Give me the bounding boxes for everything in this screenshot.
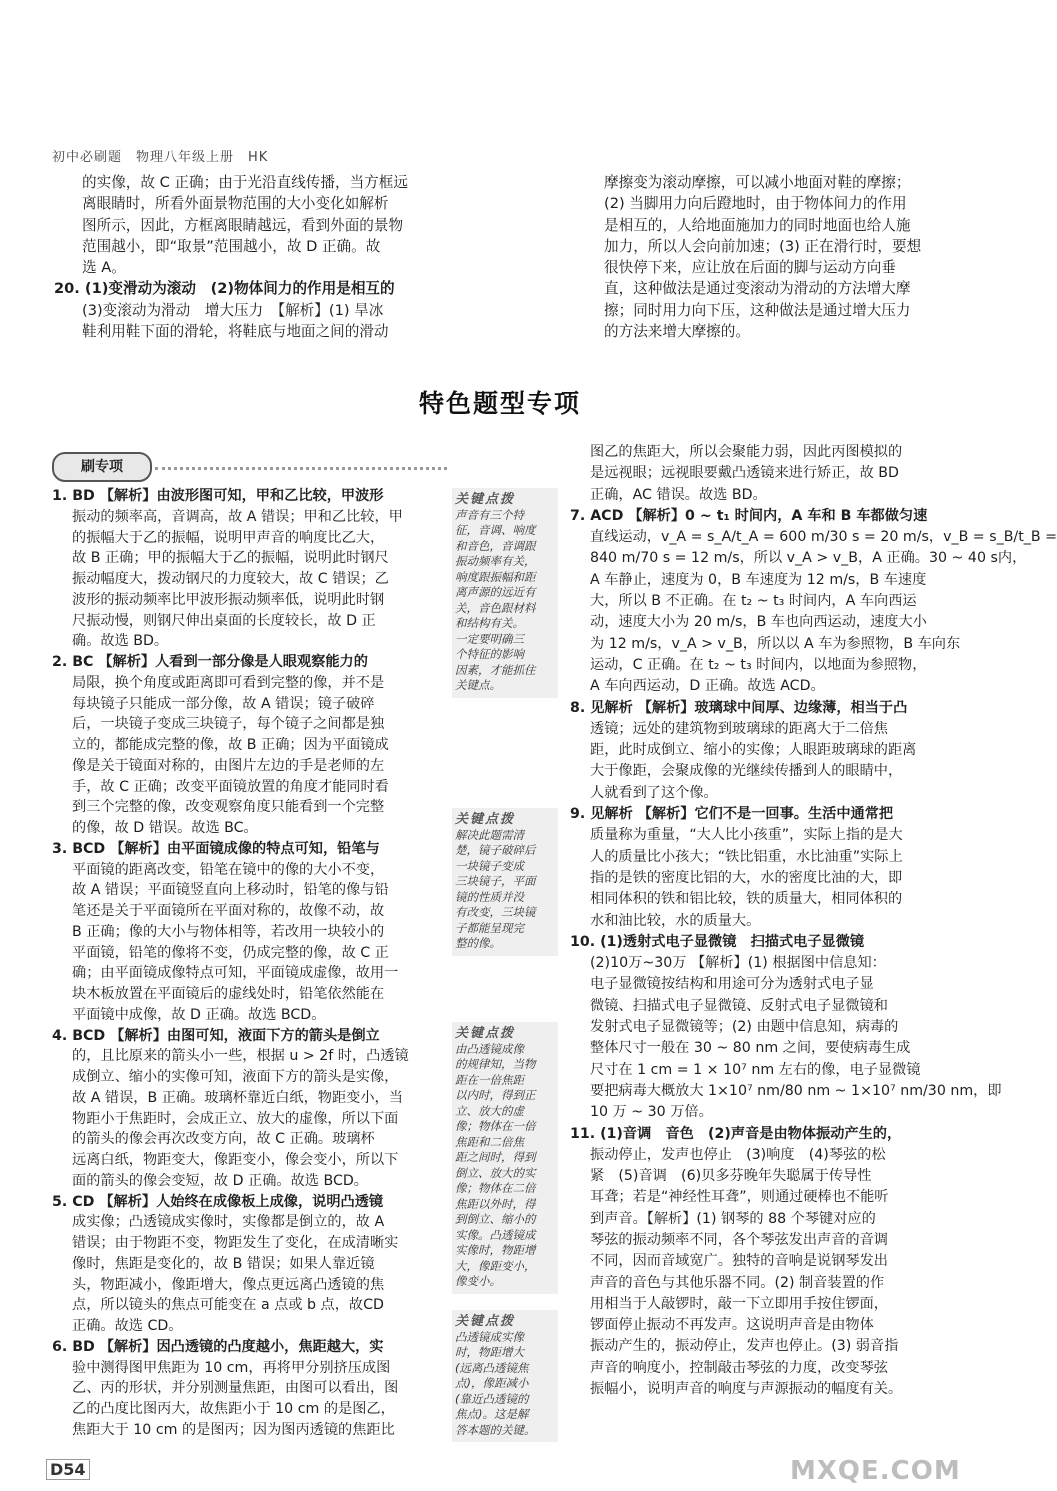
text-line: 远离白纸，物距变大，像距变小，像会变小，所以下: [72, 1152, 399, 1168]
text-line: 笔还是关于平面镜所在平面对称的，故像不动，故: [72, 903, 385, 919]
key-point-line: 因素，才能抓住: [455, 662, 536, 677]
text-line: 像是关于镜面对称的，由图片左边的手是老师的左: [72, 757, 385, 774]
text-line: 要把病毒大概放大 1×10⁷ nm/80 nm ~ 1×10⁷ nm/30 nm，即: [590, 1082, 1002, 1099]
page-header: 初中必刷题 物理八年级上册 HK: [52, 150, 269, 165]
key-point-line: 像；物体在一倍: [455, 1119, 536, 1133]
text-line: 10 万 ~ 30 万倍。: [590, 1104, 713, 1121]
text-line: 摩擦变为滚动摩擦，可以减小地面对鞋的摩擦；: [604, 174, 911, 191]
key-point-title: 关键点拨: [455, 812, 516, 827]
text-line: A 车静止，速度为 0，B 车速度为 12 m/s，B 车速度: [590, 571, 927, 588]
key-point-line: 以内时，得到正: [455, 1088, 536, 1102]
text-line: 整体尺寸一般在 30 ~ 80 nm 之间，要使病毒生成: [590, 1040, 911, 1057]
text-line: 电子显微镜按结构和用途可分为透射式电子显: [590, 976, 874, 993]
text-line: 平面镜中成像，故 D 正确。故选 BCD。: [72, 1006, 326, 1023]
key-point-title: 关键点拨: [455, 1314, 516, 1329]
key-point-line: 离声源的远近有: [455, 585, 536, 599]
key-point-line: 镜的性质并没: [455, 889, 524, 904]
text-line: 振动停止，发声也停止 (3)响度 (4)琴弦的松: [590, 1146, 886, 1163]
text-line: 水和油比较，水的质量大。: [590, 912, 761, 929]
section-tag: 刷专项: [52, 452, 152, 482]
text-line: 选 A。: [82, 259, 126, 277]
text-line: 点，所以镜头的焦点可能变在 a 点或 b 点，故CD: [72, 1297, 384, 1314]
key-point-line: 征，音调、响度: [455, 523, 536, 537]
text-line: 的像，故 D 错误。故选 BC。: [72, 820, 258, 836]
text-line: 故 B 正确；甲的振幅大于乙的振幅，说明此时钢尺: [72, 550, 389, 567]
text-line: 波形的振动频率比甲波形振动频率低，说明此时钢: [72, 591, 385, 608]
key-point-line: 子都能呈现完: [455, 920, 524, 935]
text-line: 大于像距，会聚成像的光继续传播到人的眼睛中，: [590, 763, 903, 780]
text-line: 焦距大于 10 cm 的是图丙；因为图丙透镜的焦距比: [72, 1421, 395, 1438]
text-line: 正确，AC 错误。故选 BD。: [590, 486, 767, 503]
text-line: 到声音。【解析】(1) 钢琴的 88 个琴键对应的: [590, 1210, 876, 1227]
text-line: 锣面停止振动不再发声。这说明声音是由物体: [590, 1317, 874, 1334]
key-point-line: 一定要明确三: [455, 631, 524, 646]
text-line: 振动产生的，振动停止，发声也停止。(3) 弱音指: [590, 1338, 899, 1355]
text-line: 成倒立、缩小的实像可知，液面下方的箭头是实像，: [72, 1069, 399, 1085]
text-line: 为 12 m/s，v_A > v_B，所以以 A 车为参照物，B 车向东: [590, 635, 961, 652]
text-line: 范围越小，即“取景”范围越小，故 D 正确。故: [82, 237, 381, 255]
text-line: 到三个完整的像，改变观察角度只能看到一个完整: [72, 799, 385, 816]
text-line: 5. CD 【解析】人始终在成像板上成像，说明凸透镜: [52, 1193, 384, 1210]
text-line: 平面镜的距离改变，铅笔在镜中的像的大小不变，: [72, 861, 385, 878]
text-line: 头，物距减小，像距增大，像点更远离凸透镜的焦: [72, 1276, 385, 1293]
text-line: 乙、丙的形状，并分别测量焦距，由图可以看出，图: [72, 1380, 399, 1397]
text-line: 平面镜，铅笔的像将不变，仍成完整的像，故 C 正: [72, 944, 389, 961]
text-line: 振幅小，说明声音的响度与声源振动的幅度有关。: [590, 1381, 903, 1398]
text-line: 确；由平面镜成像特点可知，平面镜成虚像，故用一: [72, 965, 399, 982]
text-line: 指的是铁的密度比铝的大，水的密度比油的大，即: [590, 869, 903, 886]
key-point-line: 倒立、放大的实: [455, 1165, 536, 1180]
answer-line: 20. (1)变滑动为滚动 (2)物体间力的作用是相互的: [54, 280, 395, 298]
key-point-line: 像变小。: [455, 1274, 501, 1288]
text-line: 很快停下来，应让放在后面的脚与运动方向垂: [604, 259, 896, 277]
text-line: 质量称为重量，“大人比小孩重”，实际上指的是大: [590, 827, 903, 844]
key-point-line: 实像时，物距增: [455, 1243, 536, 1257]
text-line: 动，速度大小为 20 m/s，B 车也向西运动，速度大小: [590, 614, 927, 631]
text-line: 验中测得图甲焦距为 10 cm，再将甲分别挤压成图: [72, 1359, 391, 1376]
key-point-line: 凸透镜成实像: [455, 1329, 524, 1344]
answer-line: (3)变滚动为滑动 增大压力 【解析】(1) 旱冰: [82, 301, 384, 319]
text-line: 手，故 C 正确；改变平面镜放置的角度才能同时看: [72, 778, 389, 795]
text-line: B 正确；像的大小与物体相等，若改用一块较小的: [72, 923, 385, 940]
text-line: 发射式电子显微镜等；(2) 由题中信息知，病毒的: [590, 1019, 899, 1036]
text-line: 物距小于焦距时，会成正立、放大的虚像，所以下面: [72, 1110, 399, 1127]
text-line: 透镜；远处的建筑物到玻璃球的距离大于二倍焦: [590, 720, 888, 737]
text-line: 块木板放置在平面镜后的虚线处时，铅笔依然能在: [72, 986, 385, 1002]
key-point-line: (靠近凸透镜的: [455, 1391, 529, 1406]
text-line: 像时，焦距是变化的，故 B 错误；如果人靠近镜: [72, 1255, 375, 1272]
text-line: 的，且比原来的箭头小一些，根据 u > 2f 时，凸透镜: [72, 1048, 409, 1065]
text-line: 正确。故选 CD。: [72, 1318, 183, 1334]
key-point-line: 焦距和二倍焦: [455, 1134, 524, 1149]
key-point-note: [452, 1310, 558, 1442]
section-title: 特色题型专项: [418, 389, 581, 418]
text-line: 琴弦的振动频率不同，各个琴弦发出声音的音调: [590, 1231, 888, 1248]
key-point-title: 关键点拨: [455, 492, 516, 507]
text-line: 图乙的焦距大，所以会聚能力弱，因此丙图模拟的: [590, 444, 903, 460]
text-line: 的方法来增大摩擦的。: [604, 323, 750, 341]
text-line: 10. (1)透射式电子显微镜 扫描式电子显微镜: [570, 933, 865, 950]
page-number: D54: [46, 1459, 90, 1480]
text-line: 直，这种做法是通过变滚动为滑动的方法增大摩: [604, 280, 911, 298]
key-point-line: 由凸透镜成像: [455, 1041, 524, 1056]
key-point-title: 关键点拨: [455, 1026, 516, 1041]
text-line: 局限，换个角度或距离即可看到完整的像，并不是: [72, 674, 385, 691]
text-line: 每块镜子只能成一部分像，故 A 错误；镜子破碎: [72, 695, 375, 712]
key-point-line: 声音有三个特: [455, 507, 524, 522]
text-line: 相同体积的铁和铝比较，铁的质量大，相同体积的: [590, 891, 903, 908]
text-line: 6. BD 【解析】因凸透镜的凸度越小，焦距越大，实: [52, 1338, 384, 1355]
key-point-line: 到倒立、缩小的: [455, 1212, 536, 1226]
text-line: 耳聋；若是“神经性耳聋”，则通过硬棒也不能听: [590, 1189, 889, 1206]
text-line: 后，一块镜子变成三块镜子，每个镜子之间都是独: [72, 716, 385, 733]
key-point-note: [452, 488, 558, 698]
text-line: 紧 (5)音调 (6)贝多芬晚年失聪属于传导性: [590, 1168, 872, 1185]
key-point-line: 答本题的关键。: [455, 1422, 536, 1437]
text-line: 9. 见解析 【解析】它们不是一回事。生活中通常把: [570, 806, 894, 823]
top-left-column: [54, 172, 442, 342]
text-line: 8. 见解析 【解析】玻璃球中间厚、边缘薄，相当于凸: [570, 699, 908, 716]
text-line: 是相互的，人给地面施加力的同时地面也给人施: [604, 216, 911, 234]
text-line: 离眼睛时，所看外面景物范围的大小变化如解析: [82, 195, 389, 213]
key-point-line: (远离凸透镜焦: [455, 1360, 529, 1375]
key-point-line: 一块镜子变成: [455, 858, 524, 873]
key-point-line: 和结构有关。: [455, 616, 524, 630]
text-line: 声音的响度小，控制敲击琴弦的力度，改变琴弦: [590, 1359, 888, 1376]
text-line: 微镜、扫描式电子显微镜、反射式电子显微镜和: [590, 997, 888, 1014]
text-line: A 车向西运动，D 正确。故选 ACD。: [590, 678, 825, 695]
key-point-line: 立、放大的虚: [455, 1103, 524, 1118]
text-line: 图所示，因此，方框离眼睛越远，看到外面的景物: [82, 216, 404, 234]
text-line: 4. BCD 【解析】由图可知，液面下方的箭头是倒立: [52, 1027, 380, 1044]
text-line: 尺振动慢，则钢尺伸出桌面的长度较长，故 D 正: [72, 612, 376, 629]
text-line: (2) 当脚用力向后蹬地时，由于物体间力的作用: [604, 195, 907, 213]
text-line: 故 A 错误，B 正确。玻璃杯靠近白纸，物距变小，当: [72, 1089, 403, 1106]
tag-divider: [155, 467, 447, 470]
key-point-line: 楚，镜子破碎后: [455, 843, 536, 857]
text-line: (2)10万~30万 【解析】(1) 根据图中信息知：: [590, 955, 886, 972]
key-point-line: 大，像距变小，: [455, 1258, 536, 1273]
answers-right-column: [570, 442, 1057, 1400]
text-line: 840 m/70 s = 12 m/s，所以 v_A > v_B，A 正确。30 ~ 40 s内，: [590, 550, 1027, 567]
key-point-line: 关，音色跟材料: [455, 600, 536, 615]
text-line: 1. BD 【解析】由波形图可知，甲和乙比较，甲波形: [52, 488, 384, 504]
text-line: 尺寸在 1 cm = 1 × 10⁷ nm 左右的像，电子显微镜: [590, 1061, 921, 1078]
text-line: 的实像，故 C 正确；由于光沿直线传播，当方框远: [82, 174, 408, 191]
text-line: 距，此时成倒立、缩小的实像；人眼距玻璃球的距离: [590, 742, 917, 759]
text-line: 鞋利用鞋下面的滑轮，将鞋底与地面之间的滑动: [82, 323, 389, 341]
key-point-line: 响度跟振幅和距: [455, 569, 536, 584]
top-right-column: [604, 172, 966, 342]
text-line: 大，所以 B 不正确。在 t₂ ~ t₃ 时间内，A 车向西运: [590, 593, 917, 610]
key-point-line: 时，物距增大: [455, 1345, 524, 1359]
key-point-line: 个特征的影响: [455, 647, 524, 661]
text-line: 的箭头的像会再次改变方向，故 C 正确。玻璃杯: [72, 1131, 375, 1148]
text-line: 成实像；凸透镜成实像时，实像都是倒立的，故 A: [72, 1214, 385, 1231]
key-point-line: 像；物体在二倍: [455, 1181, 536, 1195]
text-line: 故 A 错误；平面镜竖直向上移动时，铅笔的像与铅: [72, 882, 389, 899]
key-point-line: 振动频率有关，: [455, 554, 536, 568]
text-line: 直线运动，v_A = s_A/t_A = 600 m/30 s = 20 m/s，v_B = s_B/t_B =: [590, 529, 1057, 546]
text-line: 用相当于人敲锣时，敲一下立即用手按住锣面，: [590, 1295, 888, 1312]
text-line: 声音的音色与其他乐器不同。(2) 制音装置的作: [590, 1274, 885, 1291]
text-line: 7. ACD 【解析】0 ~ t₁ 时间内，A 车和 B 车都做匀速: [570, 507, 928, 524]
key-point-note: [452, 1022, 558, 1294]
key-point-line: 有改变，三块镜: [455, 905, 536, 919]
text-line: 的振幅大于乙的振幅，说明甲声音的响度比乙大，: [72, 529, 385, 546]
text-line: 3. BCD 【解析】由平面镜成像的特点可知，铅笔与: [52, 840, 380, 857]
text-line: 2. BC 【解析】人看到一部分像是人眼观察能力的: [52, 654, 368, 670]
key-point-note: [452, 808, 558, 956]
key-point-line: 关键点。: [455, 678, 501, 692]
text-line: 立的，都能成完整的像，故 B 正确；因为平面镜成: [72, 737, 389, 753]
watermark-logo: MXQE.COM: [790, 1456, 961, 1486]
key-point-line: 焦点)。这是解: [455, 1407, 529, 1421]
text-line: 人的质量比小孩大；“铁比铝重，水比油重”实际上: [590, 848, 903, 865]
text-line: 振动的频率高，音调高，故 A 错误；甲和乙比较，甲: [72, 508, 403, 525]
key-point-line: 距在一倍焦距: [455, 1072, 524, 1087]
text-line: 振动幅度大，拨动钢尺的力度较大，故 C 错误；乙: [72, 571, 389, 587]
key-point-line: 的规律知，当物: [455, 1057, 536, 1071]
text-line: 乙的凸度比图丙大，故焦距小于 10 cm 的是图乙，: [72, 1401, 395, 1417]
key-point-line: 距之间时，得到: [455, 1150, 536, 1164]
key-point-line: 点)，像距减小: [455, 1376, 529, 1390]
text-line: 人就看到了这个像。: [590, 784, 718, 801]
text-line: 运动，C 正确。在 t₂ ~ t₃ 时间内，以地面为参照物，: [590, 656, 927, 673]
key-point-line: 和音色，音调跟: [455, 538, 536, 553]
text-line: 不同，因而音域宽广。独特的音响是说钢琴发出: [590, 1253, 888, 1270]
key-point-line: 焦距以外时，得: [455, 1196, 536, 1211]
key-point-line: 整的像。: [455, 936, 501, 950]
key-point-line: 三块镜子，平面: [455, 874, 536, 888]
text-line: 错误；由于物距不变，物距发生了变化，在成清晰实: [72, 1235, 399, 1251]
key-point-line: 解决此题需清: [455, 827, 524, 842]
text-line: 面的箭头的像会变短，故 D 正确。故选 BCD。: [72, 1172, 368, 1189]
text-line: 擦；同时用力向下压，这种做法是通过增大压力: [604, 301, 911, 319]
key-point-line: 实像。凸透镜成: [455, 1227, 536, 1242]
text-line: 加力，所以人会向前加速；(3) 正在滑行时，要想: [604, 237, 922, 255]
text-line: 确。故选 BD。: [72, 633, 169, 650]
text-line: 是远视眼；远视眼要戴凸透镜来进行矫正，故 BD: [590, 465, 899, 482]
answers-left-column: [52, 486, 444, 1441]
text-line: 11. (1)音调 音色 (2)声音是由物体振动产生的，: [570, 1125, 902, 1142]
